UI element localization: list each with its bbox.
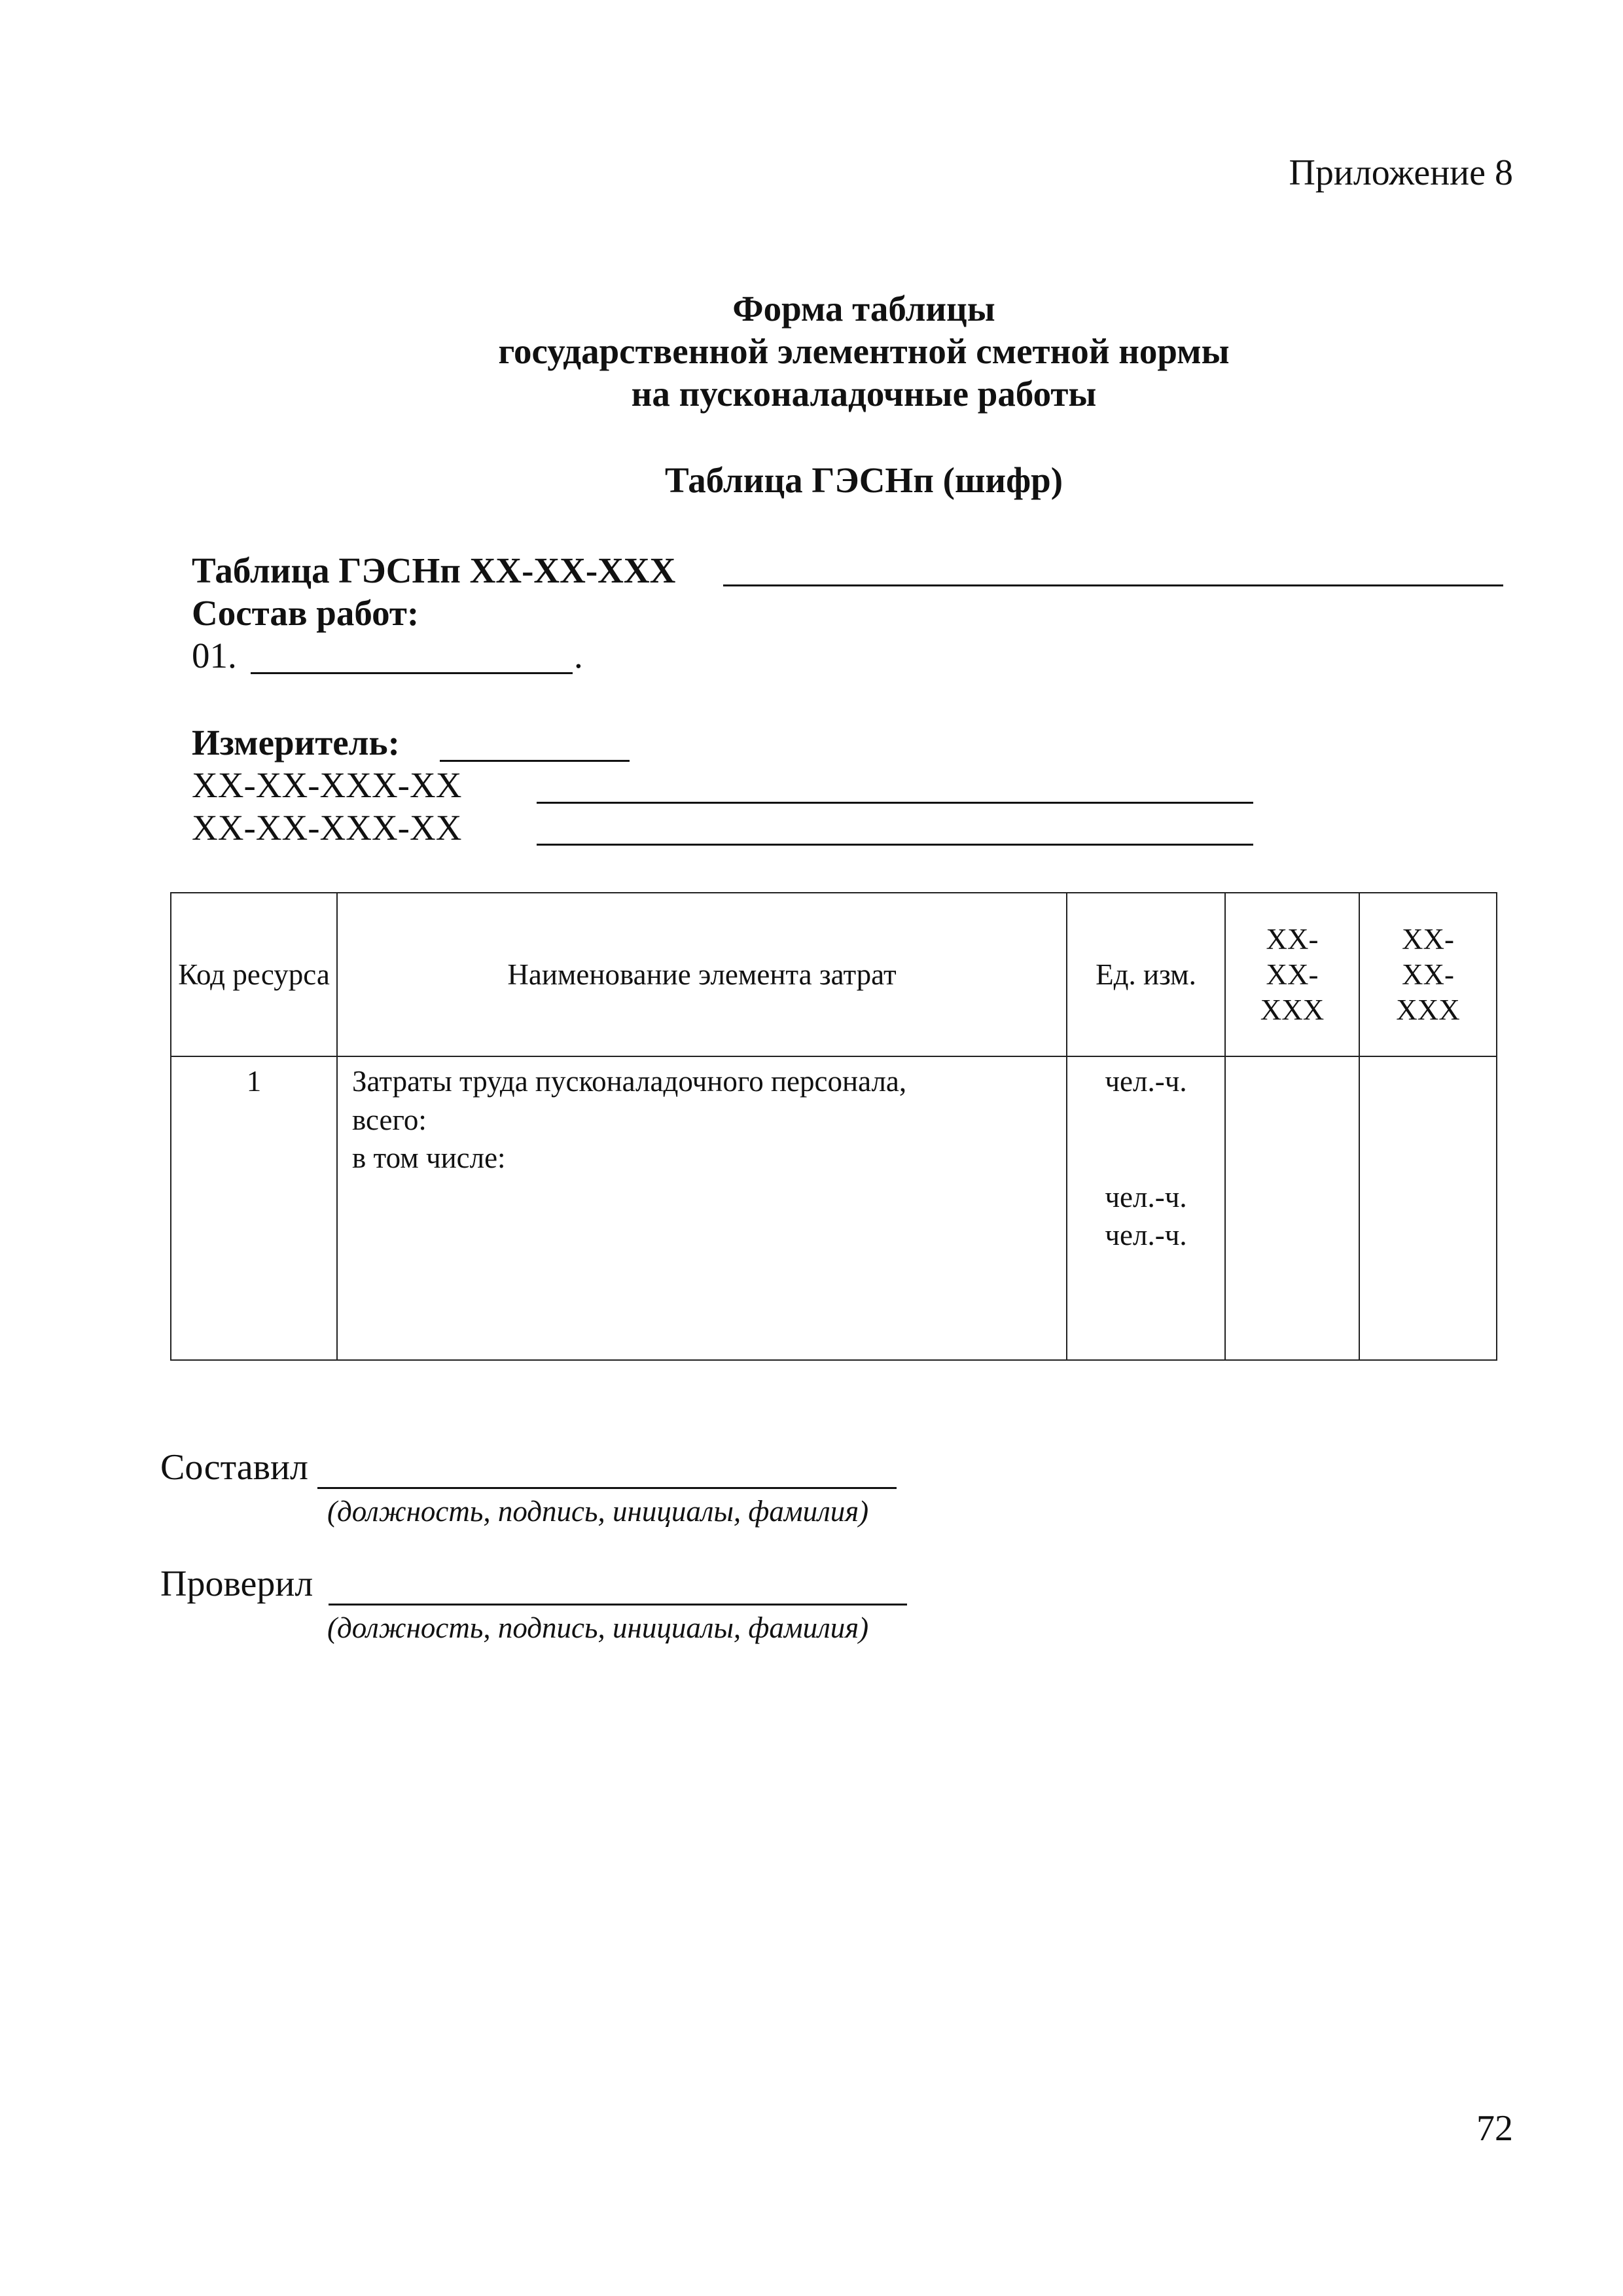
cell-cost-element-name — [337, 1056, 1067, 1360]
checked-by-hint: (должность, подпись, инициалы, фамилия) — [327, 1611, 869, 1644]
table-row — [171, 1056, 1497, 1360]
checked-by-label: Проверил — [160, 1564, 313, 1604]
header-norm-col-1: XX-XX-XXX — [1225, 893, 1359, 1056]
appendix-label: Приложение 8 — [1289, 152, 1513, 193]
cell-norm-col-2 — [1359, 1056, 1497, 1360]
norm-code-1-blank-line — [537, 802, 1253, 804]
work-item-number: 01. — [192, 636, 237, 675]
table-subtitle: Таблица ГЭСНп (шифр) — [664, 460, 1063, 500]
unit-line-1: чел.-ч. — [1105, 1065, 1187, 1098]
header-norm-col-2: XX-XX-XXX — [1359, 893, 1497, 1056]
composed-by-label: Составил — [160, 1447, 308, 1488]
measure-blank-line — [440, 760, 630, 762]
table-header-row — [171, 893, 1497, 1056]
norm-code-1: XX-XX-XXX-XX — [192, 765, 462, 805]
cell-unit — [1067, 1056, 1225, 1360]
work-item-end: . — [574, 636, 583, 675]
unit-line-3: чел.-ч. — [1105, 1219, 1187, 1251]
cell-resource-code: 1 — [171, 1056, 337, 1360]
cost-element-line-2: всего: — [352, 1103, 427, 1136]
norm-table — [170, 892, 1497, 1361]
table-code-label: Таблица ГЭСНп XX-XX-XXX — [192, 550, 676, 590]
cost-element-line-1: Затраты труда пусконаладочного персонала, — [352, 1065, 907, 1098]
cost-element-line-3: в том числе: — [352, 1141, 506, 1174]
work-item-blank-line — [251, 672, 573, 674]
cell-norm-col-1 — [1225, 1056, 1359, 1360]
norm-code-2-blank-line — [537, 844, 1253, 846]
form-title-line-2: государственной элементной сметной нормы — [498, 331, 1230, 371]
header-cost-element-name: Наименование элемента затрат — [337, 893, 1067, 1056]
table-name-blank-line — [723, 584, 1503, 586]
unit-line-2: чел.-ч. — [1105, 1180, 1187, 1213]
work-composition-label: Состав работ: — [192, 593, 419, 633]
form-title-line-3: на пусконаладочные работы — [631, 374, 1097, 414]
norm-code-2: XX-XX-XXX-XX — [192, 808, 462, 848]
form-title-line-1: Форма таблицы — [732, 289, 995, 329]
checked-by-blank-line — [329, 1604, 907, 1605]
header-resource-code: Код ресурса — [171, 893, 337, 1056]
composed-by-hint: (должность, подпись, инициалы, фамилия) — [327, 1495, 869, 1528]
measure-label: Измеритель: — [192, 723, 400, 762]
page-number: 72 — [1476, 2108, 1513, 2149]
header-unit: Ед. изм. — [1067, 893, 1225, 1056]
composed-by-blank-line — [317, 1487, 897, 1489]
